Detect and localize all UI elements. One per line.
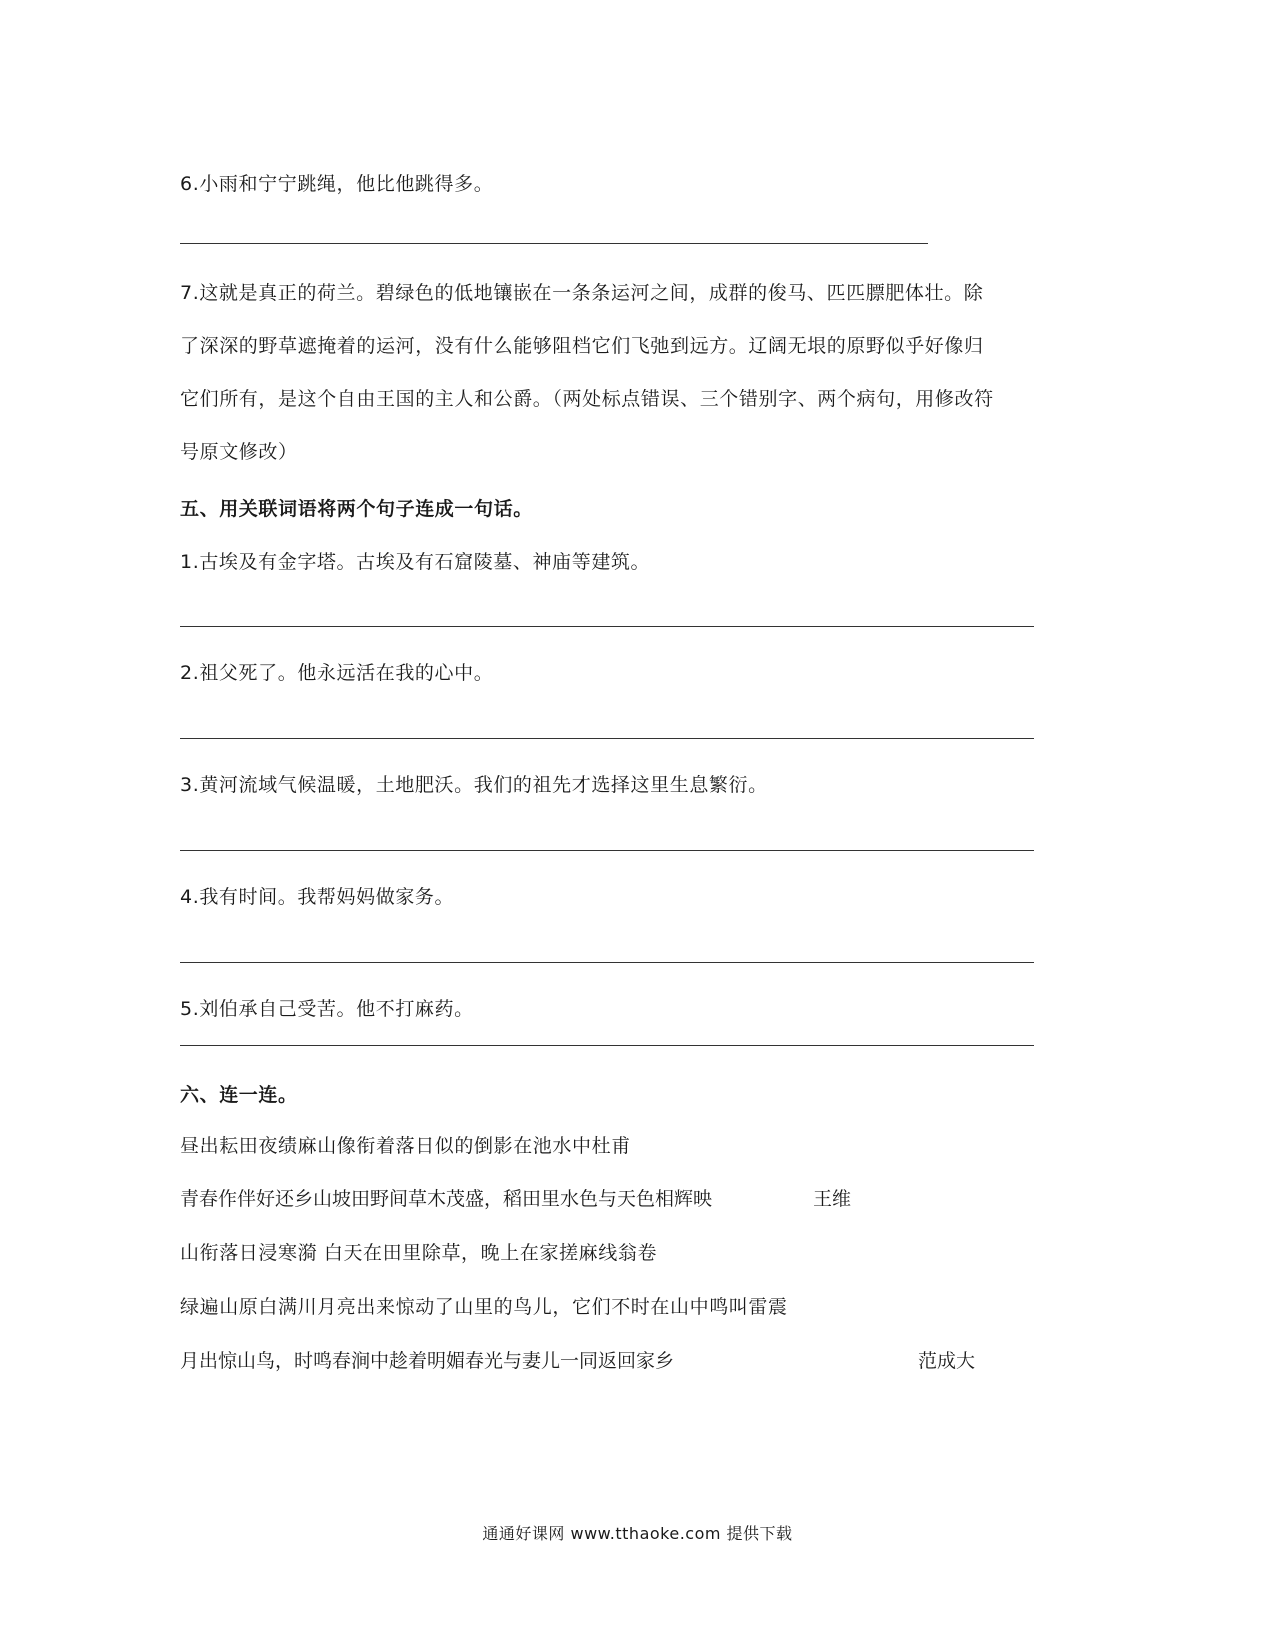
section-5-item-1: 1.古埃及有金字塔。古埃及有石窟陵墓、神庙等建筑。 bbox=[180, 551, 651, 573]
answer-line-6 bbox=[180, 243, 928, 244]
section-5-item-3: 3.黄河流域气候温暖，土地肥沃。我们的祖先才选择这里生息繁衍。 bbox=[180, 774, 768, 796]
match-row-3: 山衔落日浸寒漪 白天在田里除草，晚上在家搓麻线翁卷 bbox=[180, 1242, 658, 1264]
author-fan-chengda: 范成大 bbox=[918, 1350, 976, 1372]
section-5-item-4: 4.我有时间。我帮妈妈做家务。 bbox=[180, 886, 455, 908]
answer-line-5-2 bbox=[180, 738, 1034, 739]
match-row-4: 绿遍山原白满川月亮出来惊动了山里的鸟儿，它们不时在山中鸣叫雷震 bbox=[180, 1296, 788, 1318]
section-5-heading: 五、用关联词语将两个句子连成一句话。 bbox=[180, 498, 533, 520]
answer-line-5-1 bbox=[180, 626, 1034, 627]
question-7-line-4: 号原文修改） bbox=[180, 441, 298, 463]
question-7-line-1: 7.这就是真正的荷兰。碧绿色的低地镶嵌在一条条运河之间，成群的俊马、匹匹膘肥体壮。除 bbox=[180, 282, 984, 304]
match-row-2-text: 青春作伴好还乡山坡田野间草木茂盛，稻田里水色与天色相辉映 bbox=[180, 1188, 713, 1210]
section-5-item-2: 2.祖父死了。他永远活在我的心中。 bbox=[180, 662, 494, 684]
answer-line-5-5 bbox=[180, 1045, 1034, 1046]
question-7-line-3: 它们所有，是这个自由王国的主人和公爵。（两处标点错误、三个错别字、两个病句，用修改符 bbox=[180, 388, 994, 410]
answer-line-5-3 bbox=[180, 850, 1034, 851]
footer-credit: 通通好课网 www.tthaoke.com 提供下载 bbox=[482, 1524, 793, 1543]
match-row-5-text: 月出惊山鸟，时鸣春涧中趁着明媚春光与妻儿一同返回家乡 bbox=[180, 1350, 675, 1372]
question-6: 6.小雨和宁宁跳绳，他比他跳得多。 bbox=[180, 173, 494, 195]
question-7-line-2: 了深深的野草遮掩着的运河，没有什么能够阻档它们飞弛到远方。辽阔无垠的原野似乎好像归 bbox=[180, 335, 984, 357]
section-6-heading: 六、连一连。 bbox=[180, 1084, 298, 1106]
answer-line-5-4 bbox=[180, 962, 1034, 963]
author-wang-wei: 王维 bbox=[813, 1188, 852, 1210]
match-row-1: 昼出耘田夜绩麻山像衔着落日似的倒影在池水中杜甫 bbox=[180, 1135, 631, 1157]
section-5-item-5: 5.刘伯承自己受苦。他不打麻药。 bbox=[180, 998, 474, 1020]
